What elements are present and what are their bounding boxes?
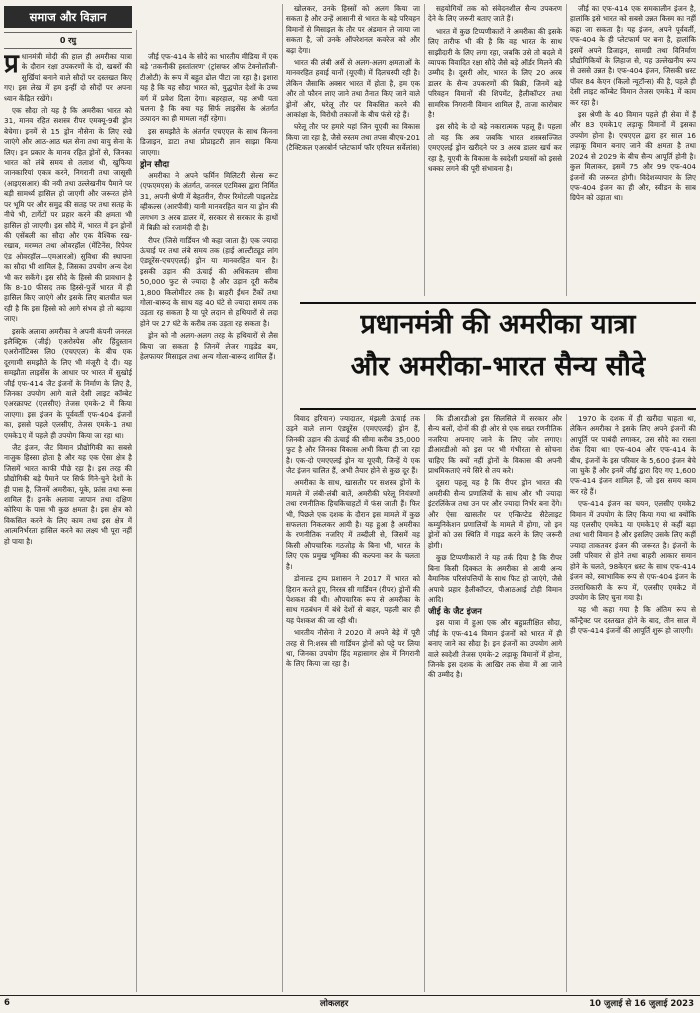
publication-name: लोकलहर [320, 999, 349, 1009]
subheading: ड्रोन सौदा [140, 160, 170, 171]
column-rule [136, 30, 137, 992]
page-number: 6 [4, 998, 10, 1008]
headline-line-1: प्रधानमंत्री की अमरीका यात्रा [360, 309, 636, 340]
column-4 [428, 4, 562, 296]
paragraph: विवाद हरियान) ज्यादातर, मंझली ऊंचाई तक उड़ने वाले लान्ग एंड्यूरेंस (एमएएलई) ड्रोन हैं, जिनकी उड़ान की ऊंचाई की सीमा करीब 35,000 फुट है और जिनका विकास अभी किया ही जा रहा है। एक-दो एमएएलई ड्रोन या यूएवी, जिन्हें ये एक जैट इंजन चालित हैं, अभी तैयार होने से कुछ दूर हैं। [286, 414, 420, 476]
paragraph: भारत की लंबी अर्से से अलग-अलग क्षमताओं के मानवरहित हवाई यानों (यूएवी) में दिलचस्पी रही है। लेकिन जैसाकि अक्सर भारत में होता है, हम एक और तो फौरन लाए जाने तथा तैनात किए जाने वाले ड्रोनों और, घरेलू तौर पर विकसित करने की आकांक्षा के, विरोधी तकाजों के बीच फंसे रहे हैं। [286, 58, 420, 120]
headline-line-2: और अमरीका-भारत सैन्य सौदे [350, 351, 646, 382]
paragraph: घरेलू तौर पर हमारे यहां जिन यूएवी का विकास किया जा रहा है, जैसे रुस्तम तथा तपस बीएच-201 (टैक्टिकल एअरबोर्न प्लेटफार्म फॉर एरियल सर्वेलांस) [286, 122, 420, 153]
paragraph: खोलकर, उनके हिस्सों को अलग किया जा सकता है और उन्हें आसानी से भारत के बड़े परिवहन विमानों से मिसाइल के तौर पर अंडमान ले जाया जा सकता है, जो उनके ऑपरेशनल कवरेज को और बढ़ा देगा। [286, 4, 420, 55]
paragraph: कुछ टिप्पणीकारों ने यह तर्क दिया है कि रीपर बिना किसी दिक्कत के अमरीका से आयी अन्य वैमानिक परिसंपत्तियों के साथ फिट हो जाएंगे, जैसे अपाचे प्रहार हैलीकॉप्टर, पीआठआई टोही विमान आदि। [428, 553, 562, 604]
section-title: समाज और विज्ञान [29, 9, 107, 24]
paragraph: ड्रोन को नौ अलग-अलग तरह के हथियारों से लैस किया जा सकता है जिनमें लेजर गाइडेड बम, हेलफायर मिसाइल तथा अन्य गोला-बारूद शामिल हैं। [140, 331, 278, 361]
paragraph: इसके अलावा अमरीका ने अपनी कंपनी जनरल इलैक्ट्रिक (जीई) एअरोस्पेस और हिंदुस्तान एअरोनॉटिक्स लि0 (एचएएल) के बीच एक दूरगामी समझौते के लिए भी मंजूरी दे दी। यह समझौता लाइसेंस के आधार पर भारत में सुखोई जीई एफ-414 जैट इंजनों के निर्माण के लिए है, जिनका उपयोग आगे वाले देसी लाइट कॉम्बेट एअरक्राफ्ट (एलसीए) तेजस एमके-2 में किया जाएगा। इस इंजन के पूर्ववर्ती एफ-404 इंजनों का, इससे पहले एलसीए, तेजस एमके-1 तथा एमके1ए में पहले ही उपयोग किया जा रहा था। [4, 326, 132, 440]
column-rule [424, 414, 425, 992]
paragraph: अमरीका ने अपने फर्मिन मिलिटरी सेल्स रूट (एफएमएस) के अंतर्गत, जनरल एटमिक्स द्वारा निर्मित 31, अपनी श्रेणी में बेहतरीन, रीपर रिमोटली पाइलटेड व्हीकल्स (आरपीवी) यानी मानवरहित यान या ड्रोन की लगभग 3 अरब डालर में, सरकार से सरकार के हाथों में बिक्री को रजामंदी दी है। [140, 171, 278, 233]
paragraph: जैट इंजन, जैट विमान प्रौद्योगिकी का सबसे नाजुक हिस्सा होता है और यह एक ऐसा क्षेत्र है जिसमें भारत काफी पीछे रहा है। इस तरह की प्रौद्योगिकी बड़े पैमाने पर सिर्फ गिने-चुने देशों के ही पास है, जिनमें अमरीका, यूके, फ्रांस तथा रूस शामिल हैं। इनके अलावा जापान तथा दक्षिण कोरिया के पास भी कुछ क्षमता है। इस क्षेत्र को विकसित करने के लिए काम तथा इस क्षेत्र में आत्मनिर्भरता हासिल करने का लक्ष्य भी पूरा नहीं हो पाया है। [4, 443, 132, 546]
page-footer [0, 995, 700, 1012]
paragraph: एक सौदा तो यह है कि अमरीका भारत को 31, मानव रहित सशस्त्र रीपर एमक्यू-9बी ड्रोन बेचेगा। इनमें से 15 ड्रोन नौसेना के लिए रखे जाएंगे और आठ-आठ थल सेना तथा वायु सेना के लिए। इन प्रकार के मानव रहित ड्रोनों से, जिनका भारत को लंबे समय से तलाश थी, खुफिया जानकारियां एकत्र करने, निगरानी तथा जासूसी (आइएसआर) की नयी तथा उल्लेखनीय पैमाने पर बड़ी सामर्थ्य हासिल हो जाएगी और जरूरत होने पर भूमि पर और समुद्र की सतह पर तथा सतह के नीचे भी, टार्गेटों पर प्रहार करने की क्षमता भी हासिल हो जाएगी। इस सौदे में, भारत में इन ड्रोनों की एसेंबली का सौदा और एक वैश्विक रख-रखाव, मरम्मत तथा ओवरहॉल (मेंटिनेंस, रिपेयर एंड ओवरहॉल—एमआरओ) सुविधा की स्थापना का सौदा भी शामिल है, जिसका उपयोग अन्य देश भी कर सकेंगे। इस सौदे के हिस्से की प्रावधान है कि 8-10 फीसद तक हिस्से-पुर्जे भारत में ही हासिल किए जाएंगे और इसके लिए बातचीत चल रही है कि इस हिस्से को आगे संभव हो तो बढ़ाया जाए। [4, 106, 132, 324]
lead-paragraph: प्र धानमंत्री मोदी की हाल ही अमरीका यात्रा के दौरान रक्षा उपकरणों के दो, खबरों की सुर्खियां बनाने वाले सौदों पर दस्तखत किए गए। इस लेख में हम इन्हीं दो सौदों पर अपना ध्यान केंद्रित रखेंगे। [4, 52, 132, 103]
paragraph: एफ-414 इंजन का चयन, एलसीए एमके2 विमान में उपयोग के लिए किया गया था क्योंकि यह एलसीए एमके1 या एमके1ए से कहीं बड़ा तथा भारी विमान है और इसलिए उसके लिए कहीं ज्यादा ताकतवर इंजन की जरूरत है। इंजनों के उसी परिवार से होने तथा बाहरी आकार समान होने के चलते, 98केएन थ्रस्ट के साथ एफ-414 इंजन को, स्वाभाविक रूप से एफ-404 इंजन के उत्तराधिकारी के रूप में, एलसीए एमके2 में उपयोग के लिए चुना गया है। [570, 499, 696, 602]
column-5 [570, 4, 696, 296]
paragraph: अमरीका के साथ, खासतौर पर सशस्त्र ड्रोनों के मामले में लंबी-लंबी बातें, अमरीकी घरेलू नियंत्रणों तथा रणनीतिक हिचकिचाहटों में फंस जाती हैं। फिर भी, पिछले एक दशक के दौरान इस मामले में कुछ सफलता निकलकर आयी है। यह हुआ है अमरीका के रणनीतिक नजरिए में तब्दीली से, जिसमें वह किसी औपचारिक गठजोड़ के बिना भी, भारत के लिए एक प्रमुख भूमिका की कल्पना कर के चलता है। [286, 478, 420, 571]
paragraph: इस सौदे के दो बड़े नकारात्मक पहलू हैं। पहला तो यह कि अब जबकि भारत शस्त्रसज्जित एमएएलई ड्रोन खरीदने पर 3 अरब डालर खर्च कर रहा है, यूएवी के विकास के स्वदेशी प्रयासों को इससे धक्का लगने की पूरी संभावना है। [428, 122, 562, 174]
paragraph: सहयोगियों तक को संवेदनशील सैन्य उपकरण देने के लिए जरूरी बताए जाते हैं। [428, 4, 562, 24]
column-7 [428, 414, 562, 992]
section-header [4, 6, 132, 28]
column-8 [570, 414, 696, 992]
paragraph: इस श्रेणी के 40 विमान पहले ही सेवा में हैं और 83 एमके1ए लड़ाकू विमानों में इसका उपयोग होना है। एचएएल द्वारा हर साल 16 लड़ाकू विमान बनाए जाने की क्षमता है तथा 2024 से 2029 के बीच सैन्य आपूर्ति होनी है। कुल मिलाकर, इसमें 75 और 99 एफ-404 इंजनों की जरूरत होगी। विदेशव्यापार के लिए एफ-404 इंजन का ही और, स्वीडन के साब ग्रिपेन को उड़ाता था। [570, 110, 696, 203]
paragraph: जीई का एफ-414 एक समकालीन इंजन है, हालांकि इसे भारत को सबसे उन्नत किस्म का नहीं कहा जा सकता है। यह इंजन, अपने पूर्ववर्ती, एफ-404 के ही प्लेटफार्म पर बना है, हालांकि इसमें अपने डिजाइन, सामग्री तथा विनिर्माण प्रौद्योगिकियों के लिहाज से, यह उल्लेखनीय रूप से उससे उन्नत है। एफ-404 इंजन, जिसकी थ्रस्ट पॉवर 84 केएन (किलो न्यूटॉन्स) की है, पहले ही देसी लाइट कॉम्बेट विमान तेजस एमके1 में काम कर रहा है। [570, 4, 696, 107]
column-rule [566, 414, 567, 992]
paragraph: डोनाल्ड ट्रम्प प्रशासन ने 2017 में भारत को हिरान करते हुए, निरस्त्र सी गार्डियन (रीपर) ड्रोनों की पेशकश की थी। औपचारिक रूप से अमरीका के साथ गठबंधन में बंधे देशों से बाहर, पहली बार ही यह पेशकश की जा रही थी। [286, 574, 420, 625]
column-rule [566, 4, 567, 296]
paragraph: भारत में कुछ टिप्पणीकारों ने अमरीका की इसके लिए तारीफ भी की है कि वह भारत के साथ साझीदारी के लिए लगा रहा, जबकि उसे तो बदले में व्यापक विवादित रक्षा सौदे जैसे बड़े ऑर्डर मिलने की उम्मीद है। दूसरी ओर, भारत के लिए 20 अरब डालर के सैन्य उपकरणों की बिक्री, जिनमें बड़े परिवहन विमानों की शिपमेंट, हैलीकॉप्टर तथा सामरिक निगरानी विमान शामिल हैं, ताजा कारोबार है! [428, 26, 562, 120]
paragraph: 1970 के दशक में ही खरीदा चाहता था, लेकिन अमरीका ने इसके लिए अपने इंजनों की आपूर्ति पर पाबंदी लगाकर, उस सौदे का रास्ता रोक दिया था! एफ-404 और एफ-414 के बीच, इंजनों के इस परिवार के 5,600 इंजन बेचे जा चुके हैं और इनमें जीई द्वारा दिए गए 1,600 एफ-414 इंजन शामिल हैं, जो इस समय काम कर रहे हैं। [570, 414, 696, 496]
column-rule [282, 4, 283, 992]
paragraph: भारतीय नौसेना ने 2020 में अपने बेड़े में पूरी तरह से नि:शस्त्र सी गार्डियन ड्रोनों को पट्टे पर लिया था, जिनका उपयोग हिंद महासागर क्षेत्र में निगरानी के लिए किया जा रहा है। [286, 628, 420, 669]
column-6 [286, 414, 420, 992]
paragraph: रीपर (जिसे गार्डियन भी कहा जाता है) एक ज्यादा ऊंचाई पर तथा लंबे समय तक (हाई आल्टीट्यूड लांग एंड्यूरेंस-एचएएलई) ड्रोन या मानवरहित यान है। इसकी उड़ान की ऊंचाई की अधिकतम सीमा 50,000 फुट से ज्यादा है और उड़ान दूरी करीब 1,800 किलोमीटर तक है। बाहरी ईंधन टैंकों तथा गोला-बारूद के साथ यह 40 घंटे से ज्यादा समय तक उड़ता रह सकता है या पूरे लदान से हथियारों से लदा होने पर 27 घंटे के करीब तक उड़ता रह सकता है। [140, 235, 278, 328]
column-rule [424, 4, 425, 296]
paragraph: इस यात्रा में हुआ एक और बहुप्रतीक्षित सौदा, जीई के एफ-414 विमान इंजनों को भारत में ही बनाए जाने का सौदा है। इन इंजनों का उपयोग आगे वाले स्वदेशी तेजस एमके-2 लड़ाकू विमानों में होना, जिनके इस दशक के आखिर तक सेवा में आ जाने की उम्मीद है। [428, 618, 562, 680]
paragraph: दूसरा पहलू यह है कि रीपर ड्रोन भारत की अमरीकी सैन्य प्रणालियों के साथ और भी ज्यादा इंटरलिंकेज तथा उन पर और ज्यादा निर्भर बना देंगे। और ऐसा खासतौर पर एन्क्रिप्टेड सैटेलाइट कम्युनिकेशन प्रणालियों के मामले में होगा, जो इन ड्रोनों को उस स्थिति में गाइड करने के लिए जरूरी होगी। [428, 478, 562, 550]
subheading: जीई के जैट इंजन [428, 607, 482, 618]
paragraph: इस समझौते के अंतर्गत एचएएल के साथ किनना डिजाइन, डाटा तथा प्रोप्राइटरी ज्ञान साझा किया जाएगा। [140, 126, 278, 157]
column-1 [4, 52, 132, 992]
issue-date: 10 जुलाई से 16 जुलाई 2023 [589, 999, 694, 1009]
headline [300, 304, 696, 404]
paragraph: कि डीआरडीओ इस सिलसिले में सरकार और सैन्य बलों, दोनों की ही ओर से एक सख्त रणनीतिक नजरिया अपनाए जाने के लिए जोर लगाए। डीआरडीओ को इस पर भी गंभीरता से सोचना चाहिए कि क्यों नहीं ड्रोनों के विकास की अपनी प्राथमिकताएं नये सिरे से तय करे। [428, 414, 562, 476]
column-3 [286, 4, 420, 296]
byline: 0 रघु [4, 32, 132, 49]
column-2 [140, 52, 278, 992]
paragraph: यह भी कहा गया है कि अंतिम रूप से कॉन्ट्रैक्ट पर दस्तखत होने के बाद, तीन साल में ही एफ-414 इंजनों की आपूर्ति शुरू हो जाएगी। [570, 605, 696, 636]
paragraph: जीई एफ-414 के सौदे का भारतीय मीडिया में एक बड़े 'तकनीकी हस्तांतरण' (ट्रांसफर ऑफ टेक्नोलॉजी-टीओटी) के रूप में बहुत ढोल पीटा जा रहा है। इशारा यह है कि यह सौदा भारत को, युद्धपोत देशों के उच्च वर्ग में प्रवेश दिला देगा। बहरहाल, यह अभी पता चलना है कि क्या यह सिर्फ लाइसेंस के अंतर्गत उत्पादन का ही मामला नहीं रहेगा। [140, 52, 278, 124]
drop-cap: प्र [4, 52, 19, 79]
